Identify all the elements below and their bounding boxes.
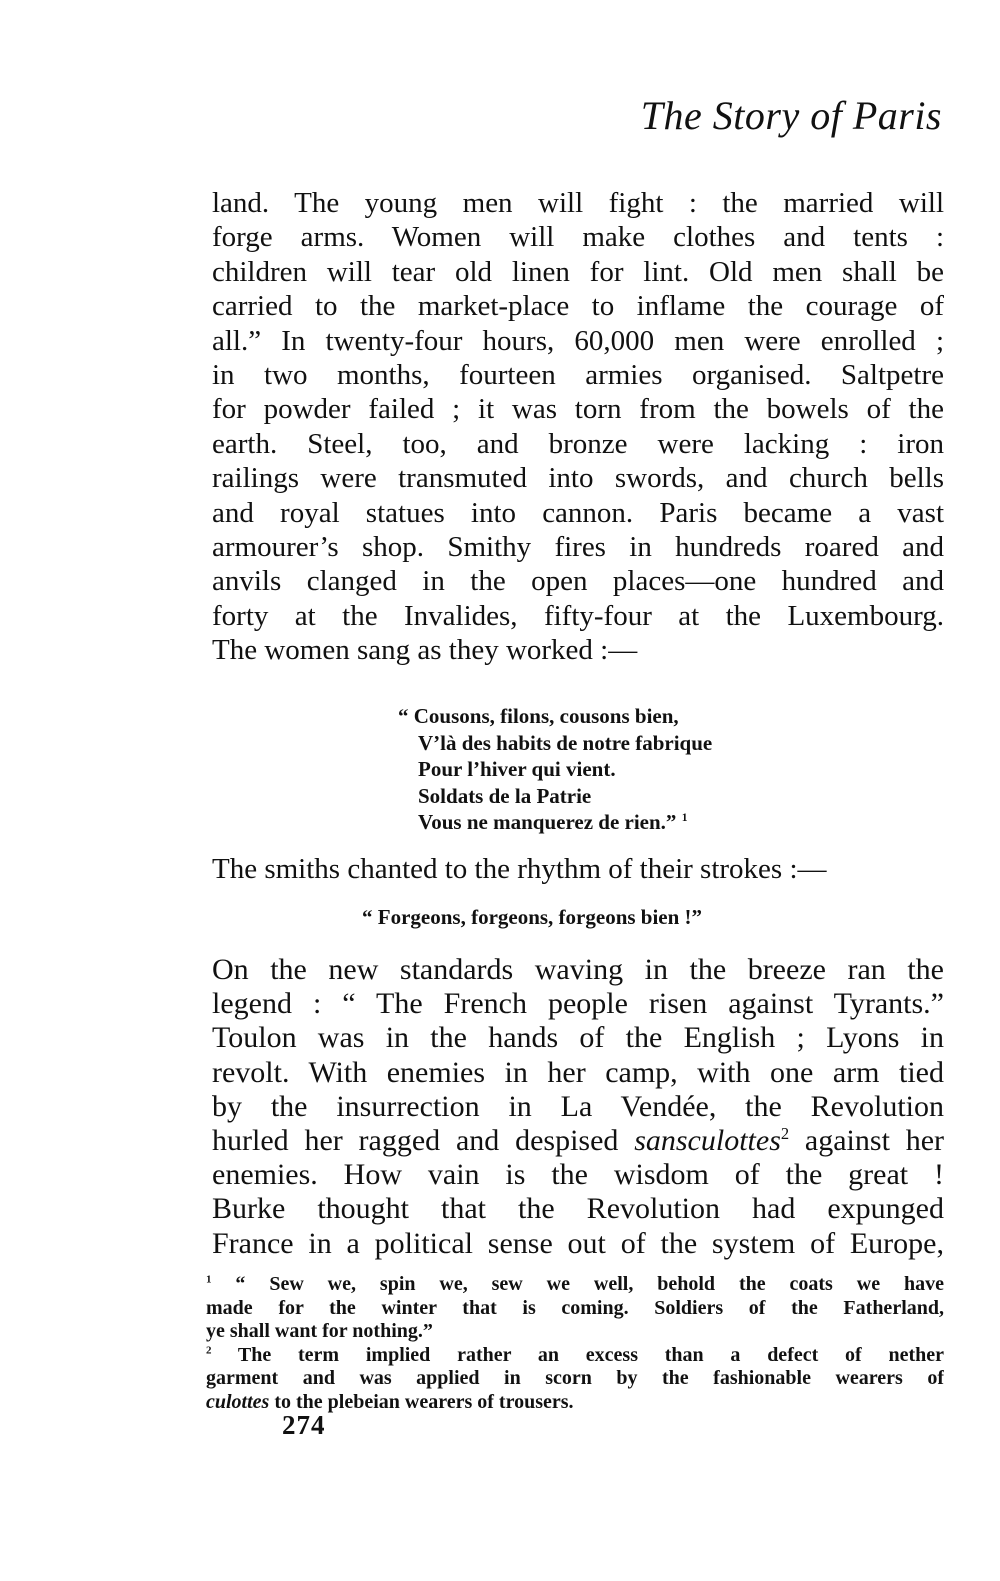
footnote-marker: 1 bbox=[206, 1273, 212, 1286]
text-line: revolt. With enemies in her camp, with one arm tied bbox=[212, 1055, 944, 1089]
footnote-text: to the plebeian wearers of trousers. bbox=[269, 1390, 574, 1413]
footnotes bbox=[206, 1273, 944, 1414]
verse-line: Soldats de la Patrie bbox=[418, 783, 592, 808]
running-head: The Story of Paris bbox=[640, 93, 942, 138]
text-line: children will tear old linen for lint. Old men shall be bbox=[212, 255, 944, 288]
text-line: France in a political sense out of the system of Europe, bbox=[212, 1226, 944, 1260]
verse-line: “ Cousons, filons, cousons bien, bbox=[398, 704, 679, 728]
text-line: armourer’s shop. Smithy fires in hundreds roared and bbox=[212, 530, 944, 563]
text-line: railings were transmuted into swords, and church bells bbox=[212, 462, 944, 495]
footnote-line bbox=[206, 1344, 944, 1368]
smiths-line: The smiths chanted to the rhythm of their strokes :— bbox=[212, 853, 827, 885]
footnote-line bbox=[206, 1273, 944, 1297]
text-fragment: against her bbox=[789, 1123, 944, 1157]
verse-line-text: Vous ne manquerez de rien.” bbox=[418, 810, 677, 834]
text-line: The women sang as they worked :— bbox=[212, 634, 638, 667]
paragraph-1 bbox=[212, 186, 944, 667]
text-line: Toulon was in the hands of the English ; Lyons in bbox=[212, 1021, 944, 1055]
text-line: in two months, fourteen armies organised. Saltpetre bbox=[212, 358, 944, 391]
song-verse bbox=[398, 703, 712, 836]
footnote-text: “ Sew we, spin we, sew we well, behold the coats we have bbox=[211, 1273, 944, 1295]
text-line: anvils clanged in the open places—one hundred and bbox=[212, 565, 944, 598]
text-line bbox=[212, 1124, 944, 1158]
verse-line: Pour l’hiver qui vient. bbox=[418, 757, 616, 781]
text-line: legend : “ The French people risen against Tyrants.” bbox=[212, 987, 944, 1021]
text-line: carried to the market-place to inflame the courage of bbox=[212, 290, 944, 323]
text-line: land. The young men will fight : the married will bbox=[212, 187, 944, 219]
text-line: forge arms. Women will make clothes and tents : bbox=[212, 221, 944, 254]
text-line: for powder failed ; it was torn from the bowels of the bbox=[212, 393, 944, 426]
chant-line: “ Forgeons, forgeons, forgeons bien !” bbox=[362, 905, 703, 929]
text-line: and royal statues into cannon. Paris became a vast bbox=[212, 496, 944, 529]
footnote-1 bbox=[206, 1273, 944, 1344]
text-line: all.” In twenty-four hours, 60,000 men were enrolled ; bbox=[212, 324, 944, 357]
text-line: Burke thought that the Revolution had expunged bbox=[212, 1192, 944, 1226]
italic-term: sansculottes bbox=[634, 1123, 781, 1157]
paragraph-2 bbox=[212, 953, 944, 1261]
verse-line: V’là des habits de notre fabrique bbox=[418, 730, 713, 755]
footnote-2 bbox=[206, 1344, 944, 1415]
footnote-marker: 2 bbox=[206, 1343, 212, 1356]
footnote-marker: 1 bbox=[681, 812, 688, 824]
text-line: forty at the Invalides, fifty-four at the Luxembourg. bbox=[212, 599, 944, 632]
text-line: by the insurrection in La Vendée, the Revolution bbox=[212, 1089, 944, 1123]
footnote-text: The term implied rather an excess than a defect of nether bbox=[211, 1343, 944, 1366]
text-line: earth. Steel, too, and bronze were lacking : iron bbox=[212, 427, 944, 460]
footnote-marker: 2 bbox=[780, 1123, 790, 1143]
text-line: enemies. How vain is the wisdom of the great ! bbox=[212, 1158, 944, 1192]
footnote-line: ye shall want for nothing.” bbox=[206, 1320, 433, 1342]
italic-term: culottes bbox=[206, 1390, 270, 1413]
text-fragment: hurled her ragged and despised bbox=[212, 1123, 635, 1157]
footnote-line: made for the winter that is coming. Soldiers of the Fatherland, bbox=[206, 1296, 944, 1319]
footnote-line: garment and was applied in scorn by the fashionable wearers of bbox=[206, 1367, 944, 1389]
text-line: On the new standards waving in the breeze ran the bbox=[212, 953, 944, 986]
page-number: 274 bbox=[282, 1410, 326, 1440]
verse-line bbox=[398, 809, 712, 836]
